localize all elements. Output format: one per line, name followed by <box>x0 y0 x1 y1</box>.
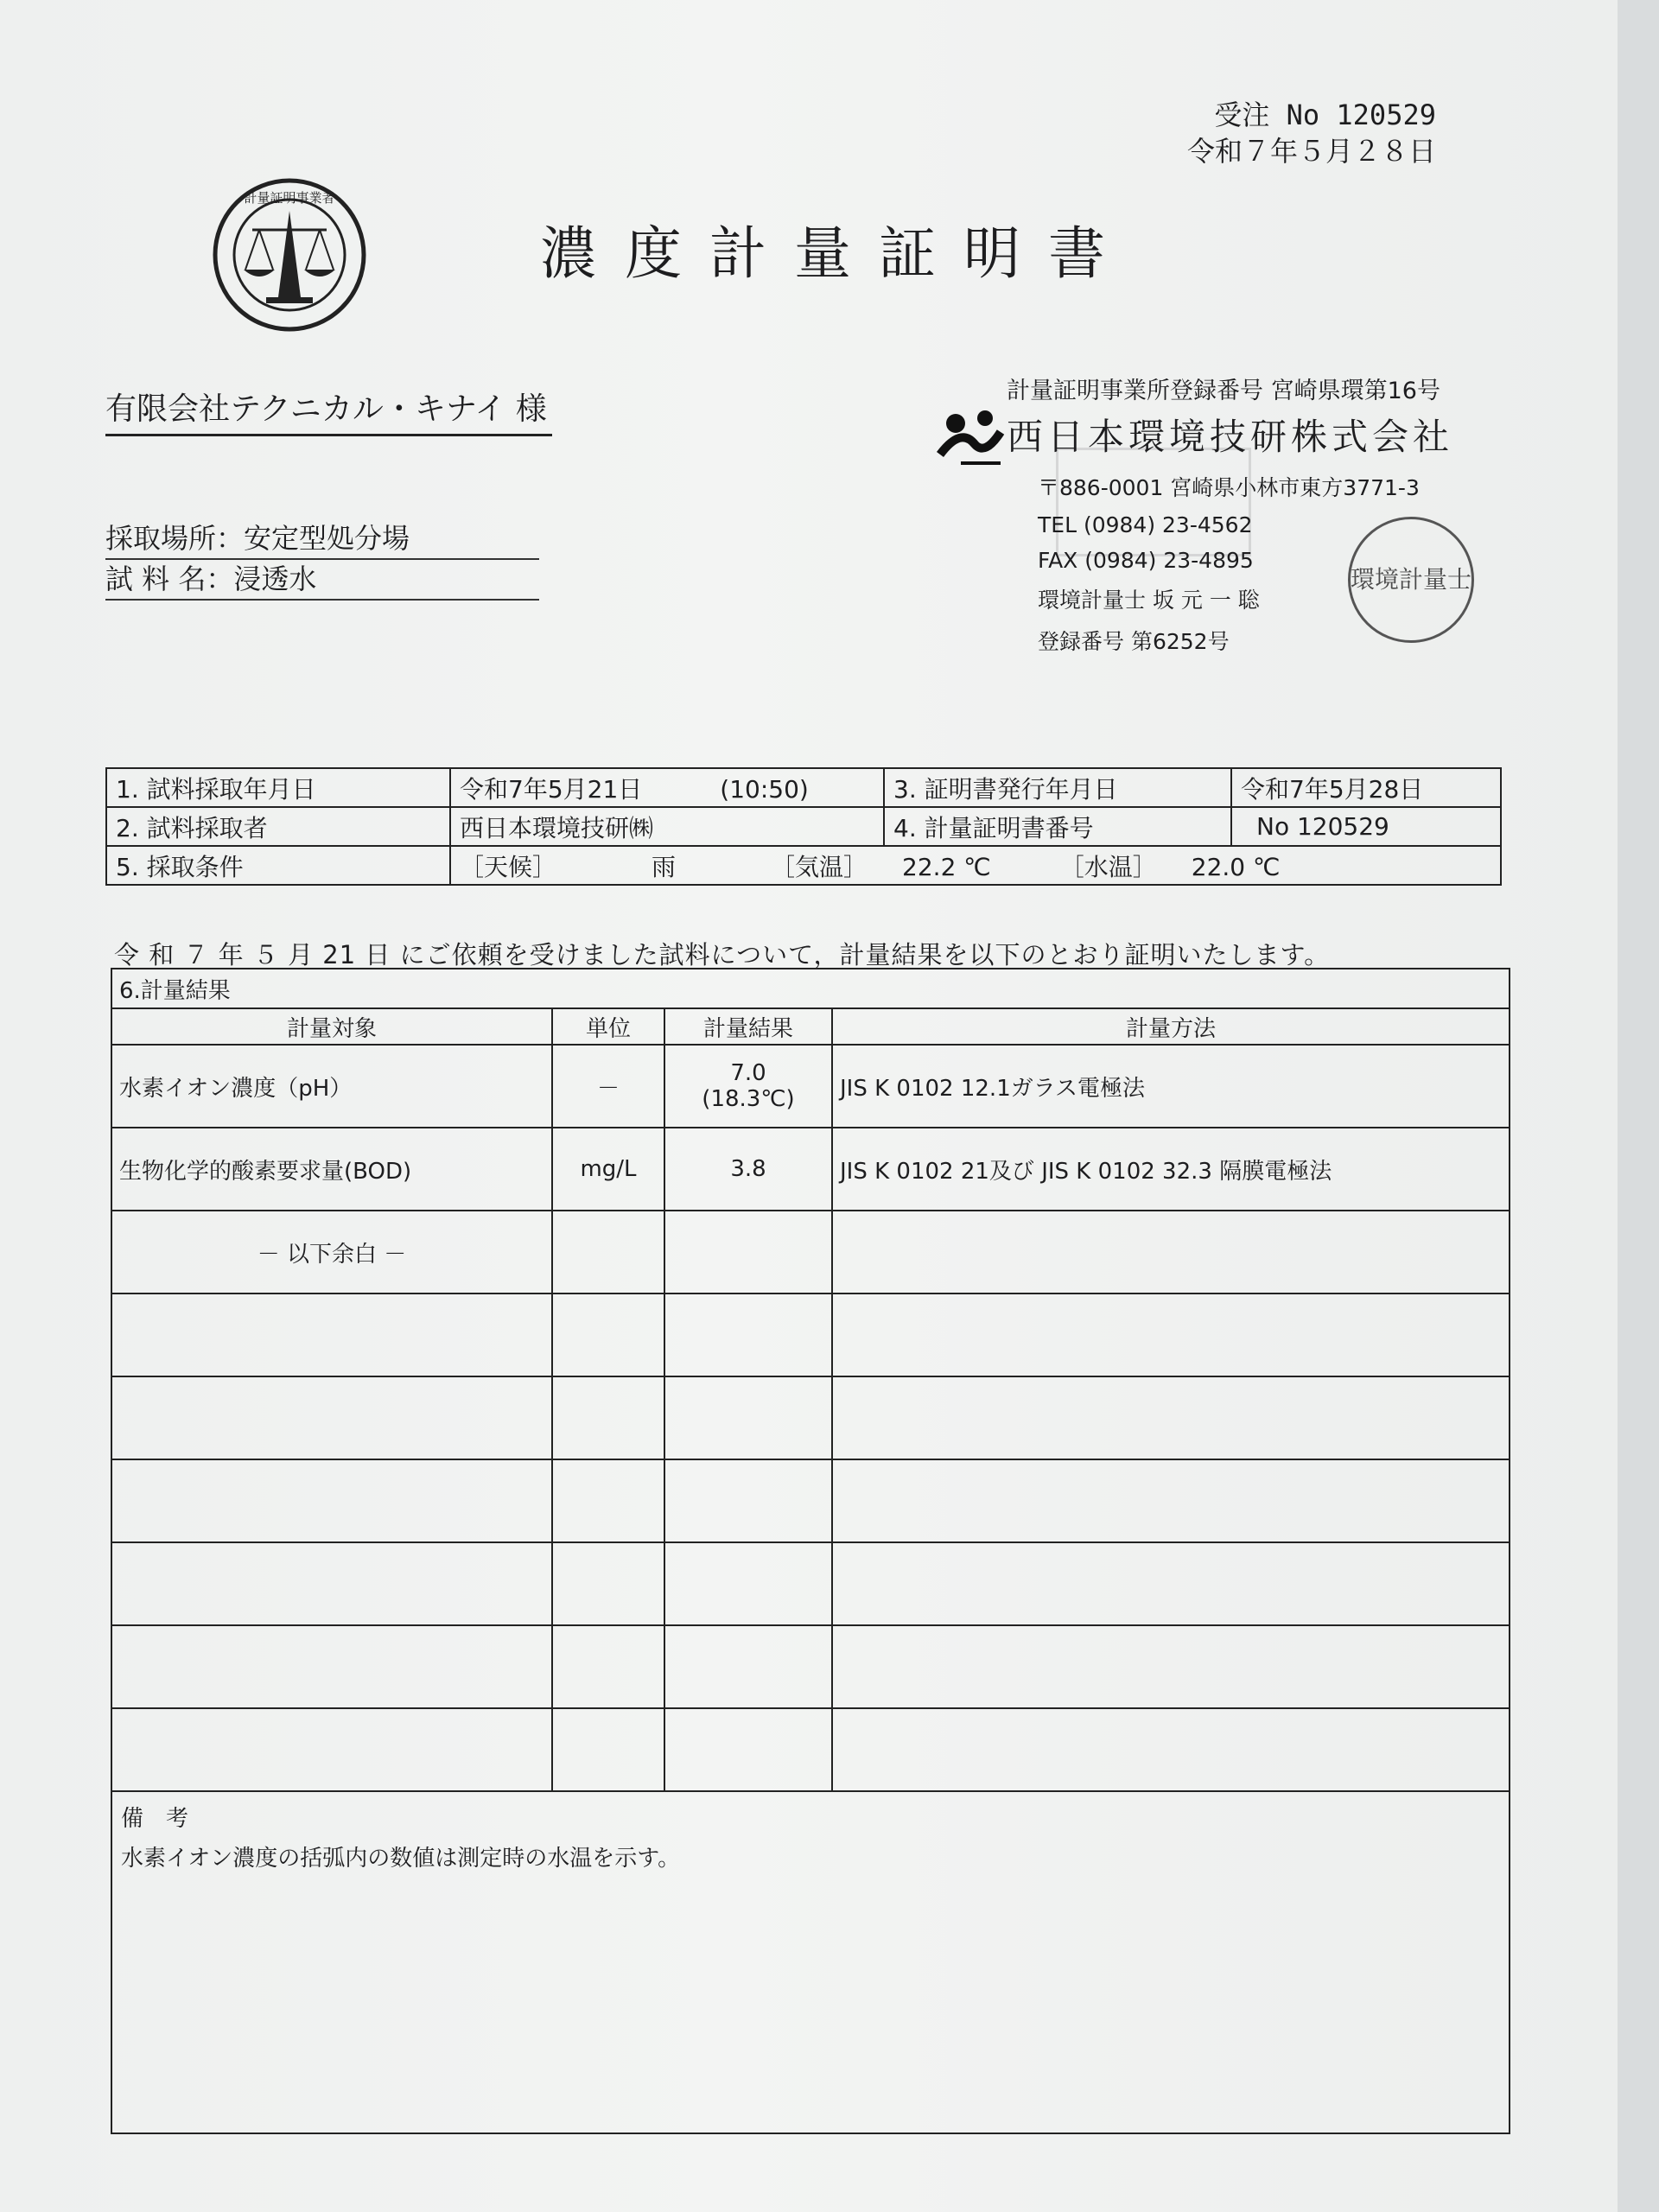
row-result-note: (18.3℃) <box>702 1086 795 1112</box>
empty-row <box>111 1376 1510 1459</box>
company-logo-icon <box>935 406 1006 468</box>
measurer-stamp <box>1348 517 1474 643</box>
remarks-cell <box>111 1791 1510 2133</box>
info-row <box>106 807 1501 846</box>
sample-name-label: 試 料 名： <box>105 563 234 595</box>
table-row <box>111 1128 1510 1211</box>
results-section-label: 6.計量結果 <box>111 969 1510 1008</box>
info-date: 令和7年5月21日 <box>460 774 643 804</box>
seal-text: 計量証明事業者 <box>244 190 335 206</box>
issuer-address: 〒886-0001 宮崎県小林市東方3771-3 <box>1038 475 1420 500</box>
row-result-value: 7.0 <box>730 1060 766 1086</box>
empty-row <box>111 1294 1510 1376</box>
empty-row <box>111 1459 1510 1542</box>
header-unit: 単位 <box>552 1008 664 1045</box>
addressee: 有限会社テクニカル・キナイ 様 <box>105 385 552 436</box>
remarks-label: 備 考 <box>121 1806 189 1832</box>
issuer-reg-number: 登録番号 第6252号 <box>1038 629 1230 654</box>
document-title: 濃度計量証明書 <box>540 220 1133 287</box>
row-target: 水素イオン濃度（pH） <box>111 1045 552 1128</box>
info-table <box>105 767 1502 886</box>
row-unit: mg/L <box>552 1128 664 1211</box>
info-cell: 2. 試料採取者 <box>106 807 450 846</box>
row-result <box>664 1045 832 1128</box>
remarks-row <box>111 1791 1510 2133</box>
sample-name-row <box>105 557 539 601</box>
info-cell: 4. 計量証明書番号 <box>884 807 1231 846</box>
issuer-registration: 計量証明事業所登録番号 宮崎県環第16号 <box>1007 378 1440 404</box>
results-table <box>111 968 1510 2134</box>
row-method: JIS K 0102 21及び JIS K 0102 32.3 隔膜電極法 <box>832 1128 1510 1211</box>
sampling-site-label: 採取場所： <box>105 522 245 555</box>
row-unit <box>552 1211 664 1294</box>
info-row <box>106 768 1501 807</box>
order-block <box>1187 97 1436 169</box>
empty-row <box>111 1708 1510 1791</box>
info-row <box>106 846 1501 885</box>
sampling-site-value: 安定型処分場 <box>244 522 410 555</box>
info-cell: 西日本環境技研㈱ <box>450 807 884 846</box>
row-unit: － <box>552 1045 664 1128</box>
empty-row <box>111 1542 1510 1625</box>
empty-row <box>111 1625 1510 1708</box>
info-cell: 令和7年5月28日 <box>1231 768 1501 807</box>
issuer-tel: TEL (0984) 23-4562 <box>1038 512 1253 537</box>
sampling-site-row <box>105 517 539 560</box>
results-header-row <box>111 1008 1510 1045</box>
issuer-fax: FAX (0984) 23-4895 <box>1038 548 1254 573</box>
results-section-row <box>111 969 1510 1008</box>
row-method: JIS K 0102 12.1ガラス電極法 <box>832 1045 1510 1128</box>
weather-value: 雨 <box>652 852 677 881</box>
intro-text: 令 和 ７ 年 ５ 月 21 日 にご依頼を受けました試料について，計量結果を以下のとおり証明いたします。 <box>114 940 1331 969</box>
sample-name-value: 浸透水 <box>233 563 317 595</box>
info-time: (10:50) <box>720 774 809 804</box>
header-result: 計量結果 <box>664 1008 832 1045</box>
table-row <box>111 1211 1510 1294</box>
scales-seal-icon <box>211 176 368 334</box>
order-date: 令和７年５月２８日 <box>1186 135 1436 168</box>
row-result <box>664 1211 832 1294</box>
info-cell <box>450 846 1501 885</box>
row-target: 生物化学的酸素要求量(BOD) <box>111 1128 552 1211</box>
row-method <box>832 1211 1510 1294</box>
header-target: 計量対象 <box>111 1008 552 1045</box>
air-temp-label: ［気温］ <box>771 852 868 881</box>
issuer-measurer: 環境計量士 坂 元 一 聡 <box>1038 588 1260 613</box>
row-target: － 以下余白 － <box>111 1211 552 1294</box>
weather-label: ［天候］ <box>460 852 557 881</box>
air-temp-value: 22.2 ℃ <box>902 852 991 881</box>
info-cell: No 120529 <box>1231 807 1501 846</box>
info-cell <box>450 768 884 807</box>
water-temp-label: ［水温］ <box>1059 852 1157 881</box>
measurer-stamp-text: 環境計量士 <box>1351 565 1472 594</box>
issuer-company: 西日本環境技研株式会社 <box>1007 416 1454 458</box>
info-cell: 5. 採取条件 <box>106 846 450 885</box>
info-cell: 1. 試料採取年月日 <box>106 768 450 807</box>
order-number: 受注 No 120529 <box>1214 99 1436 131</box>
info-cell: 3. 証明書発行年月日 <box>884 768 1231 807</box>
table-row <box>111 1045 1510 1128</box>
remarks-text: 水素イオン濃度の括弧内の数値は測定時の水温を示す。 <box>121 1846 681 1872</box>
row-result: 3.8 <box>664 1128 832 1211</box>
header-method: 計量方法 <box>832 1008 1510 1045</box>
water-temp-value: 22.0 ℃ <box>1191 852 1281 881</box>
